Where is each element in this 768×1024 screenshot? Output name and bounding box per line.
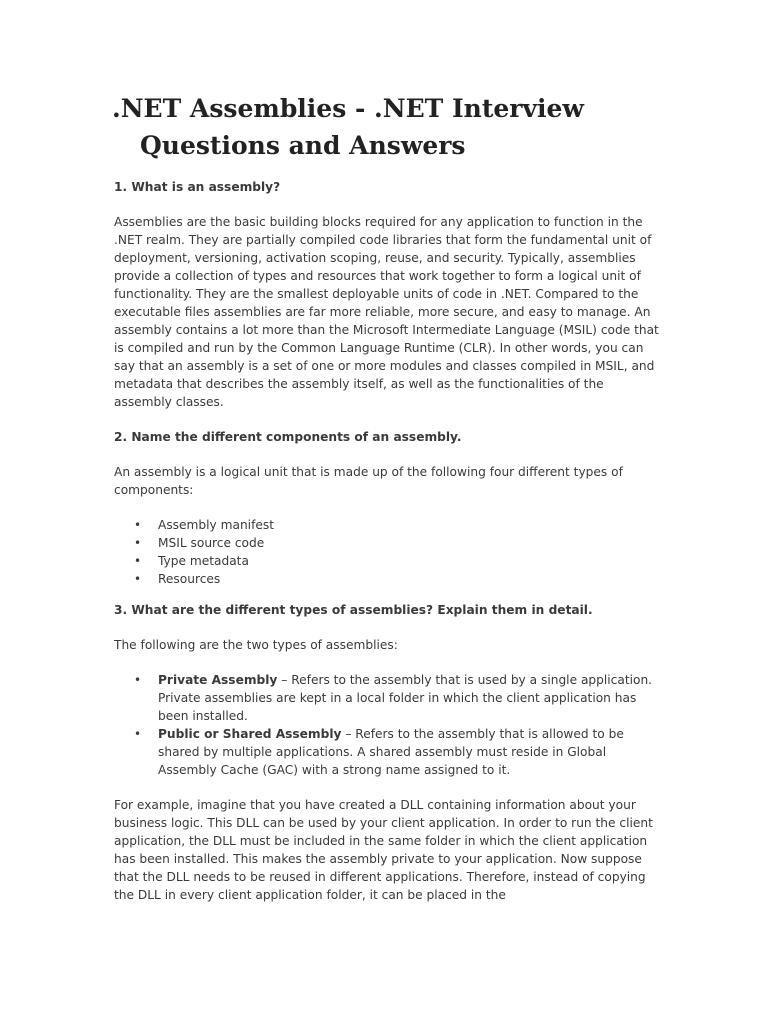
title-line-1: .NET Assemblies - .NET Interview [112,94,584,123]
answer-1-paragraph: Assemblies are the basic building blocks required for any application to function in the .NET realm. They are partially compiled code libraries that form the fundamental unit of deployment, versioning, activation scoping, reuse, and security. Typically, assemblies provide a collection of types and resources that work together to form a logical unit of functionality. They are the smallest deployable units of code in .NET. Compared to the executable files assemblies are far more reliable, more secure, and easy to manage. An assembly contains a lot more than the Microsoft Intermediate Language (MSIL) code that is compiled and run by the Common Language Runtime (CLR). In other words, you can say that an assembly is a set of one or more modules and classes compiled in MSIL, and metadata that describes the assembly itself, as well as the functionalities of the assembly classes. [114,215,659,409]
document-body [114,178,662,904]
shared-assembly-text: – Refers to the assembly that is allowed to be shared by multiple applications. A shared assembly must reside in Global Assembly Cache (GAC) with a strong name assigned to it. [158,727,624,777]
question-2: 2. Name the different components of an assembly. [114,430,462,444]
list-item: • MSIL source code [114,534,662,552]
list-item [114,725,662,779]
private-assembly-term: Private Assembly [158,673,278,687]
assembly-types-list [114,671,662,779]
list-item: • Assembly manifest [114,516,662,534]
answer-2-paragraph: An assembly is a logical unit that is made up of the following four different types of components: [114,465,623,497]
page-title [112,90,672,164]
list-item [114,671,662,725]
list-item: • Resources [114,570,662,588]
private-assembly-text: – Refers to the assembly that is used by a single application. Private assemblies are kept in a local folder in which the client application has been installed. [158,673,653,723]
question-1: 1. What is an assembly? [114,180,281,194]
shared-assembly-term: Public or Shared Assembly [158,727,342,741]
question-3: 3. What are the different types of assemblies? Explain them in detail. [114,603,593,617]
example-paragraph: For example, imagine that you have created a DLL containing information about your business logic. This DLL can be used by your client application. In order to run the client application, the DLL must be included in the same folder in which the client application has been installed. This makes the assembly private to your application. Now suppose that the DLL needs to be reused in different applications. Therefore, instead of copying the DLL in every client application folder, it can be placed in the [114,798,653,902]
answer-3-paragraph: The following are the two types of assemblies: [114,638,398,652]
components-list [114,516,662,588]
list-item: • Type metadata [114,552,662,570]
title-line-2: Questions and Answers [140,131,466,160]
